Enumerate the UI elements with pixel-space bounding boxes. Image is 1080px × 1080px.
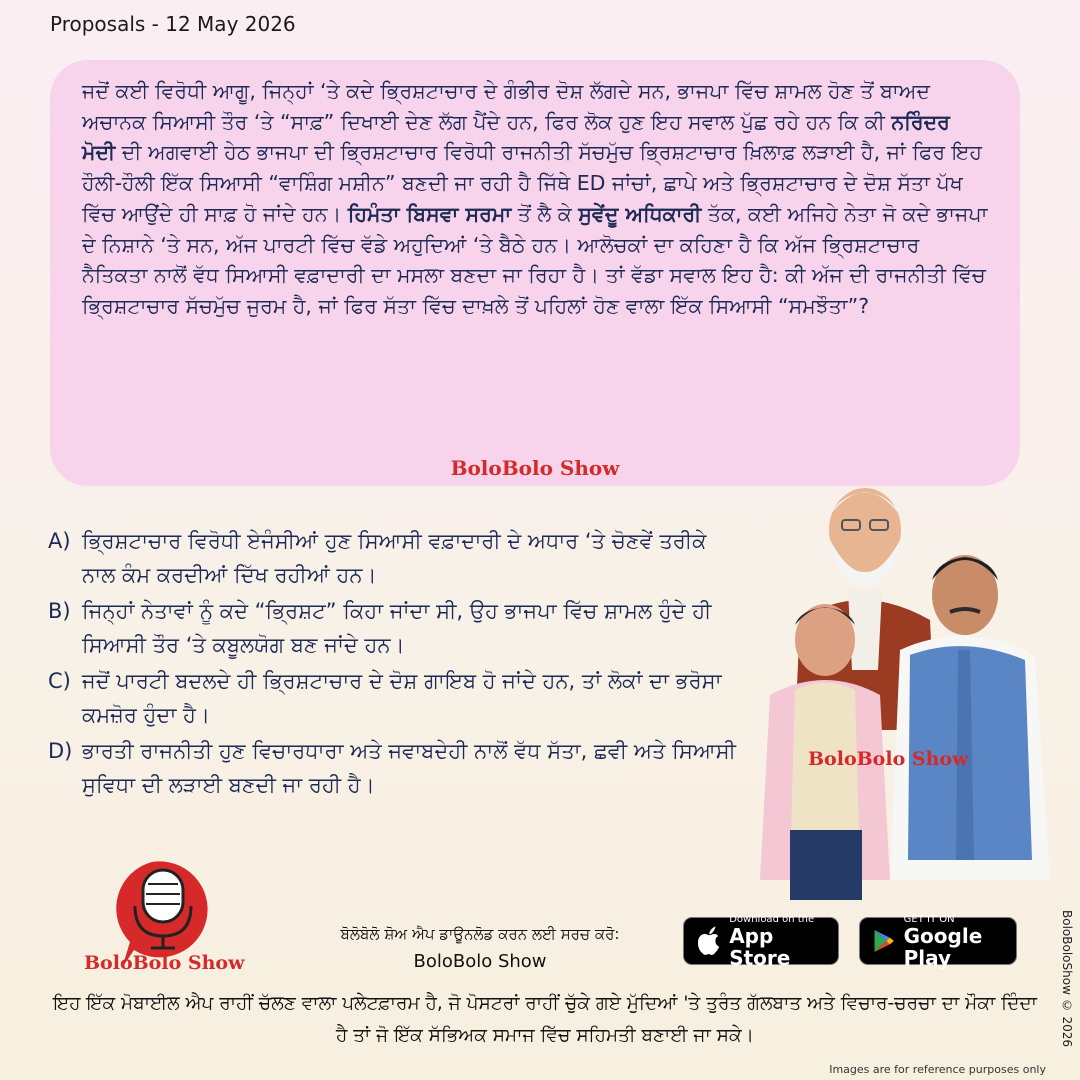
- leader-figure-right: [890, 555, 1050, 880]
- google-play-button[interactable]: [859, 913, 1017, 970]
- option-b[interactable]: [48, 594, 738, 662]
- copyright: BoloBoloShow © 2026: [1060, 910, 1074, 1048]
- download-prompt-block: [290, 920, 670, 976]
- google-play-big-text: Google Play: [903, 923, 983, 970]
- header-date: Proposals - 12 May 2026: [50, 12, 296, 36]
- question-text: [82, 76, 990, 322]
- option-a[interactable]: [48, 524, 738, 592]
- google-play-small-text: GET IT ON: [903, 913, 955, 925]
- apple-icon: [696, 926, 721, 956]
- highlight-name: ਨਰਿੰਦਰ ਮੋਦੀ: [82, 109, 950, 165]
- illustration-watermark: BoloBolo Show: [808, 748, 969, 770]
- option-d[interactable]: [48, 734, 738, 802]
- logo-brand: BoloBolo Show: [84, 952, 245, 974]
- highlight-name: ਸੁਵੇਂਦੂ ਅਧਿਕਾਰੀ: [578, 201, 702, 226]
- option-text: ਭਾਰਤੀ ਰਾਜਨੀਤੀ ਹੁਣ ਵਿਚਾਰਧਾਰਾ ਅਤੇ ਜਵਾਬਦੇਹੀ ਨਾਲੋਂ ਵੱਧ ਸੱਤਾ, ਛਵੀ ਅਤੇ ਸਿਆਸੀ ਸੁਵਿਧਾ ਦੀ ਲੜਾਈ ਬਣਦੀ ਜਾ ਰਹੀ ਹੈ।: [82, 739, 736, 797]
- download-prompt: ਬੋਲੋਬੋਲੋ ਸ਼ੋਅ ਐਪ ਡਾਊਨਲੋਡ ਕਰਨ ਲਈ ਸਰਚ ਕਰੋ:: [340, 925, 620, 943]
- google-play-icon: [872, 926, 896, 956]
- card-brand-watermark: BoloBolo Show: [450, 456, 620, 480]
- option-key: D): [48, 739, 73, 763]
- option-key: A): [48, 529, 71, 553]
- option-text: ਜਦੋਂ ਪਾਰਟੀ ਬਦਲਦੇ ਹੀ ਭ੍ਰਿਸ਼ਟਾਚਾਰ ਦੇ ਦੋਸ਼ ਗਾਇਬ ਹੋ ਜਾਂਦੇ ਹਨ, ਤਾਂ ਲੋਕਾਂ ਦਾ ਭਰੋਸਾ ਕਮਜ਼ੋਰ ਹੁੰਦਾ ਹੈ।: [82, 669, 722, 727]
- download-app-name: BoloBolo Show: [413, 951, 547, 972]
- app-store-button[interactable]: [683, 913, 839, 970]
- option-c[interactable]: [48, 664, 738, 732]
- platform-description: ਇਹ ਇੱਕ ਮੋਬਾਈਲ ਐਪ ਰਾਹੀਂ ਚੱਲਣ ਵਾਲਾ ਪਲੇਟਫ਼ਾਰਮ ਹੈ, ਜੋ ਪੋਸਟਰਾਂ ਰਾਹੀਂ ਚੁੱਕੇ ਗਏ ਮੁੱਦਿਆਂ 'ਤੇ ਤੁਰੰਤ ਗੱਲਬਾਤ ਅਤੇ ਵਿਚਾਰ-ਚਰਚਾ ਦਾ ਮੌਕਾ ਦਿੰਦਾ ਹੈ ਤਾਂ ਜੋ ਇੱਕ ਸੱਭਿਅਕ ਸਮਾਜ ਵਿੱਚ ਸਹਿਮਤੀ ਬਣਾਈ ਜਾ ਸਕੇ।: [53, 993, 1037, 1046]
- app-store-small-text: Download on the: [729, 913, 815, 925]
- question-card: [50, 60, 1020, 486]
- answer-options: [48, 524, 738, 804]
- option-key: B): [48, 599, 71, 623]
- question-part: ਤੋਂ ਲੈ ਕੇ: [511, 201, 579, 226]
- option-key: C): [48, 669, 71, 693]
- option-text: ਜਿਨ੍ਹਾਂ ਨੇਤਾਵਾਂ ਨੂੰ ਕਦੇ “ਭ੍ਰਿਸ਼ਟ” ਕਿਹਾ ਜਾਂਦਾ ਸੀ, ਉਹ ਭਾਜਪਾ ਵਿੱਚ ਸ਼ਾਮਲ ਹੁੰਦੇ ਹੀ ਸਿਆਸੀ ਤੌਰ ‘ਤੇ ਕਬੂਲਯੋਗ ਬਣ ਜਾਂਦੇ ਹਨ।: [82, 599, 712, 657]
- option-text: ਭ੍ਰਿਸ਼ਟਾਚਾਰ ਵਿਰੋਧੀ ਏਜੰਸੀਆਂ ਹੁਣ ਸਿਆਸੀ ਵਫ਼ਾਦਾਰੀ ਦੇ ਅਧਾਰ ‘ਤੇ ਚੋਣਵੇਂ ਤਰੀਕੇ ਨਾਲ ਕੰਮ ਕਰਦੀਆਂ ਦਿੱਖ ਰਹੀਆਂ ਹਨ।: [82, 529, 707, 587]
- question-part: ਦੀ ਅਗਵਾਈ ਹੇਠ ਭਾਜਪਾ ਦੀ ਭ੍ਰਿਸ਼ਟਾਚਾਰ ਵਿਰੋਧੀ ਰਾਜਨੀਤੀ ਸੱਚਮੁੱਚ ਭ੍ਰਿਸ਼ਟਾਚਾਰ ਖ਼ਿਲਾਫ਼ ਲੜਾਈ ਹੈ, ਜਾਂ ਫਿਰ ਇਹ ਹੌਲੀ-ਹੌਲੀ ਇੱਕ ਸਿਆਸੀ “ਵਾਸ਼ਿੰਗ ਮਸ਼ੀਨ” ਬਣਦੀ ਜਾ ਰਹੀ ਹੈ ਜਿੱਥੇ ED ਜਾਂਚਾਂ, ਛਾਪੇ ਅਤੇ ਭ੍ਰਿਸ਼ਟਾਚਾਰ ਦੇ ਦੋਸ਼ ਸੱਤਾ ਪੱਖ ਵਿੱਚ ਆਉਂਦੇ ਹੀ ਸਾਫ਼ ਹੋ ਜਾਂਦੇ ਹਨ।: [82, 140, 982, 226]
- question-part: ਜਦੋਂ ਕਈ ਵਿਰੋਧੀ ਆਗੂ, ਜਿਨ੍ਹਾਂ ‘ਤੇ ਕਦੇ ਭ੍ਰਿਸ਼ਟਾਚਾਰ ਦੇ ਗੰਭੀਰ ਦੋਸ਼ ਲੱਗਦੇ ਸਨ, ਭਾਜਪਾ ਵਿੱਚ ਸ਼ਾਮਲ ਹੋਣ ਤੋਂ ਬਾਅਦ ਅਚਾਨਕ ਸਿਆਸੀ ਤੌਰ ‘ਤੇ “ਸਾਫ਼” ਦਿਖਾਈ ਦੇਣ ਲੱਗ ਪੈਂਦੇ ਹਨ, ਫਿਰ ਲੋਕ ਹੁਣ ਇਹ ਸਵਾਲ ਪੁੱਛ ਰਹੇ ਹਨ ਕਿ ਕੀ: [82, 79, 930, 134]
- question-part: ਤੱਕ, ਕਈ ਅਜਿਹੇ ਨੇਤਾ ਜੋ ਕਦੇ ਭਾਜਪਾ ਦੇ ਨਿਸ਼ਾਨੇ ‘ਤੇ ਸਨ, ਅੱਜ ਪਾਰਟੀ ਵਿੱਚ ਵੱਡੇ ਅਹੁਦਿਆਂ ‘ਤੇ ਬੈਠੇ ਹਨ। ਆਲੋਚਕਾਂ ਦਾ ਕਹਿਣਾ ਹੈ ਕਿ ਅੱਜ ਭ੍ਰਿਸ਼ਟਾਚਾਰ ਨੈਤਿਕਤਾ ਨਾਲੋਂ ਵੱਧ ਸਿਆਸੀ ਵਫ਼ਾਦਾਰੀ ਦਾ ਮਸਲਾ ਬਣਦਾ ਜਾ ਰਿਹਾ ਹੈ। ਤਾਂ ਵੱਡਾ ਸਵਾਲ ਇਹ ਹੈ: ਕੀ ਅੱਜ ਦੀ ਰਾਜਨੀਤੀ ਵਿੱਚ ਭ੍ਰਿਸ਼ਟਾਚਾਰ ਸੱਚਮੁੱਚ ਜੁਰਮ ਹੈ, ਜਾਂ ਫਿਰ ਸੱਤਾ ਵਿੱਚ ਦਾਖ਼ਲੇ ਤੋਂ ਪਹਿਲਾਂ ਹੋਣ ਵਾਲਾ ਇੱਕ ਸਿਆਸੀ “ਸਮਝੌਤਾ”?: [82, 201, 988, 318]
- highlight-name: ਹਿਮੰਤਾ ਬਿਸਵਾ ਸਰਮਾ: [347, 201, 512, 226]
- reference-note: Images are for reference purposes only: [829, 1063, 1046, 1076]
- app-store-big-text: App Store: [729, 923, 791, 970]
- leaders-illustration: [760, 470, 1060, 900]
